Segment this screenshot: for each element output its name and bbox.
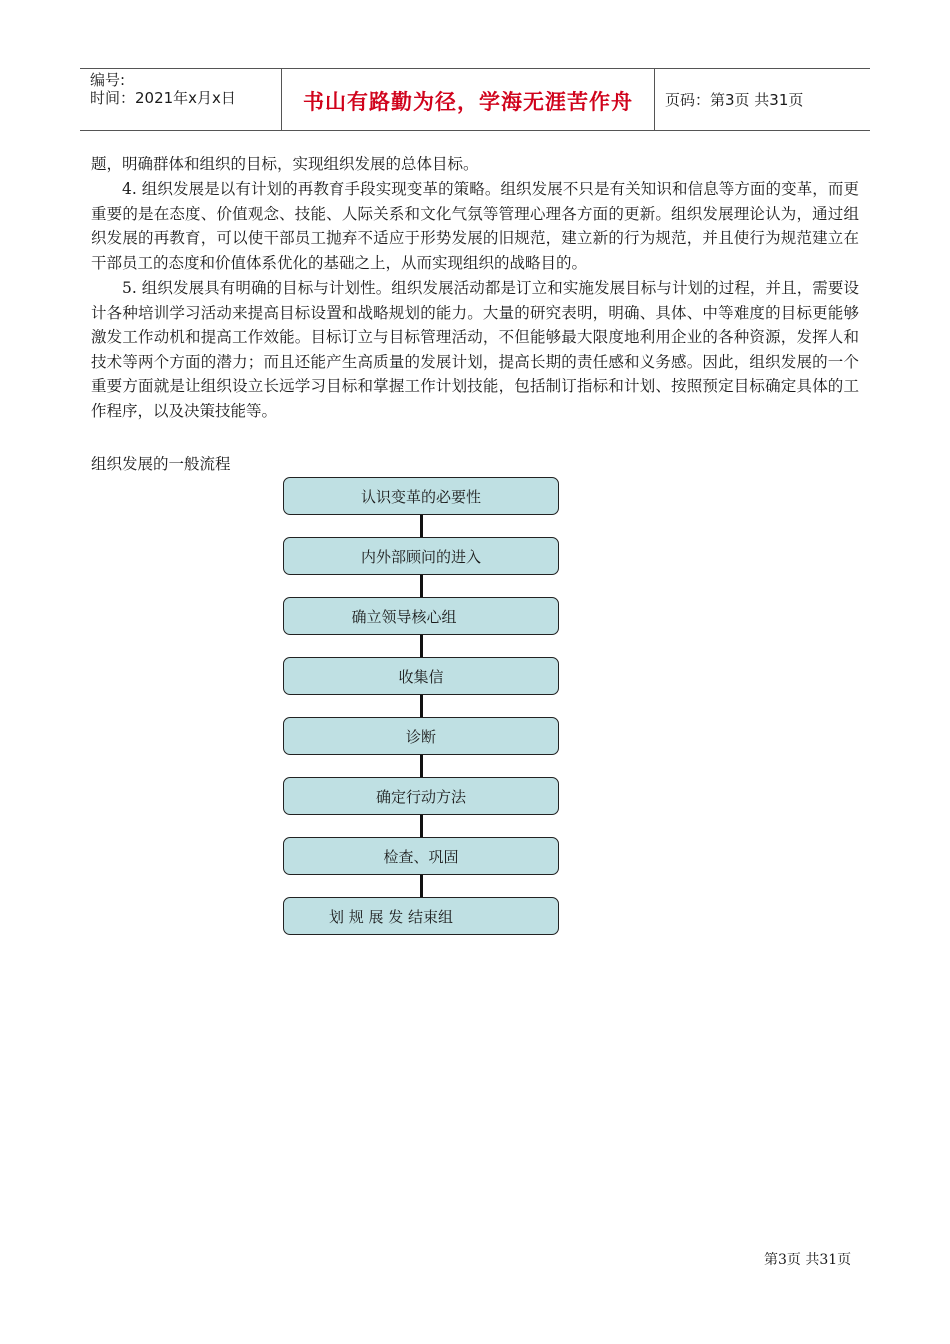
page-footer: 第3页 共31页 [764,1252,852,1268]
document-date: 时间：2021年x月x日 [90,89,236,107]
document-number-label: 编号: [90,71,126,89]
flow-step-4 [283,657,559,695]
flow-step-3 [283,597,559,635]
header-motto: 书山有路勤为径，学海无涯苦作舟 [303,90,633,114]
flowchart-caption: 组织发展的一般流程 [91,455,231,473]
flow-step-6 [283,777,559,815]
paragraph-point-4: 4. 组织发展是以有计划的再教育手段实现变革的策略。组织发展不只是有关知识和信息等方面的变革，而更重要的是在态度、价值观念、技能、人际关系和文化气氛等管理心理各方面的更新。组织发展理论认为，通过组织发展的再教育，可以使干部员工抛弃不适应于形势发展的旧规范，建立新的行为规范，并且使行为规范建立在干部员工的态度和价值体系优化的基础之上，从而实现组织的战略目的。 [91,180,859,272]
flow-step-6-label: 确定行动方法 [375,788,466,806]
header-motto-cell [282,69,655,130]
flow-step-2-label: 内外部顾问的进入 [360,548,481,566]
flow-step-8 [283,897,559,935]
flow-step-5-label: 诊断 [405,728,436,746]
header-page-cell [655,69,870,130]
header-meta-cell [80,69,282,130]
flow-step-3-label: 确立领导核心组 [351,608,457,626]
page-header [80,68,870,131]
flow-step-4-label: 收集信 [398,668,444,686]
flow-step-7-label: 检查、巩固 [383,848,459,866]
flow-step-1-label: 认识变革的必要性 [360,488,481,506]
flow-step-5 [283,717,559,755]
flow-step-1 [283,477,559,515]
paragraph-continuation: 题，明确群体和组织的目标，实现组织发展的总体目标。 [91,155,479,173]
flow-step-2 [283,537,559,575]
header-page-info: 页码：第3页 共31页 [665,91,804,109]
flow-step-7 [283,837,559,875]
flow-step-8-label: 划 规 展 发 结束组 [328,908,454,926]
paragraph-point-5: 5. 组织发展具有明确的目标与计划性。组织发展活动都是订立和实施发展目标与计划的过程，并且，需要设计各种培训学习活动来提高目标设置和战略规划的能力。大量的研究表明，明确、具体、中等难度的目标更能够激发工作动机和提高工作效能。目标订立与目标管理活动，不但能够最大限度地利用企业的各种资源，发挥人和技术等两个方面的潜力；而且还能产生高质量的发展计划，提高长期的责任感和义务感。因此，组织发展的一个重要方面就是让组织设立长远学习目标和掌握工作计划技能，包括制订指标和计划、按照预定目标确定具体的工作程序，以及决策技能等。 [91,279,859,420]
